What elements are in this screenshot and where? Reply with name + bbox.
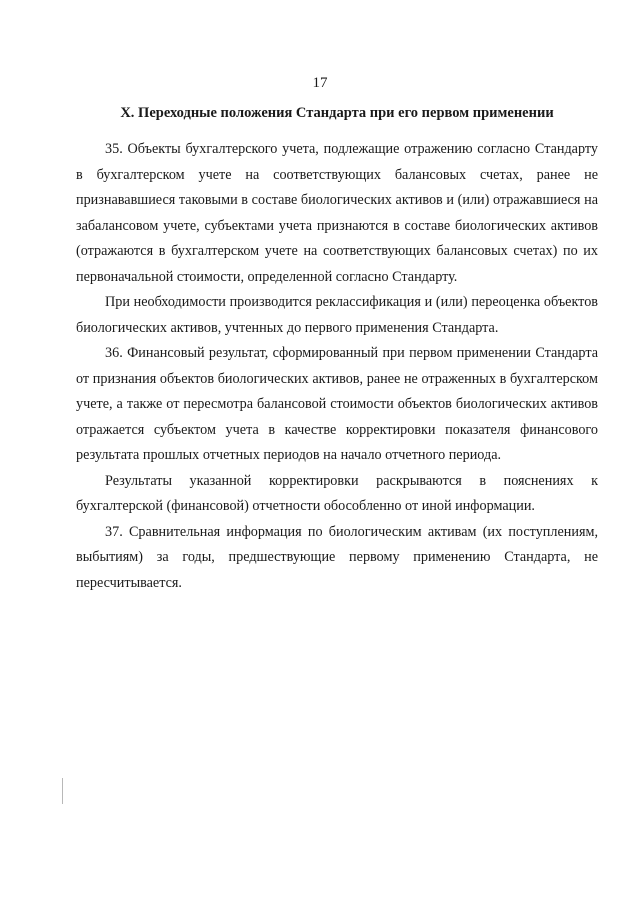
paragraph-36-disclosure: Результаты указанной корректировки раскрываются в пояснениях к бухгалтерской (финансовой) отчетности обособленно от иной информации.: [76, 472, 598, 514]
paragraph-35-reclassification: При необходимости производится реклассификация и (или) переоценка объектов биологических активов, учтенных до первого применения Стандарта.: [76, 294, 598, 336]
document-body: [76, 137, 598, 596]
section-title: X. Переходные положения Стандарта при его первом применении: [120, 105, 554, 121]
paragraph-35: 35. Объекты бухгалтерского учета, подлежащие отражению согласно Стандарту в бухгалтерском учете на соответствующих балансовых счетах, ранее не признававшиеся таковыми в составе биологических активов и (или) отражавшиеся на забалансовом учете, субъектами учета признаются в составе биологических активов (отражаются в бухгалтерском учете на соответствующих балансовых счетах) по их первоначальной стоимости, определенной согласно Стандарту.: [76, 141, 598, 285]
page-number: 17: [312, 75, 328, 91]
paragraph-36: 36. Финансовый результат, сформированный при первом применении Стандарта от признания объектов биологических активов, ранее не отраженных в бухгалтерском учете, а также от пересмотра балансовой стоимости объектов биологических активов отражается субъектом учета в качестве корректировки показателя финансового результата прошлых отчетных периодов на начало отчетного периода.: [76, 345, 598, 463]
scan-artifact-mark: [62, 778, 63, 804]
paragraph-37: 37. Сравнительная информация по биологическим активам (их поступлениям, выбытиям) за годы, предшествующие первому применению Стандарта, не пересчитывается.: [76, 523, 598, 591]
